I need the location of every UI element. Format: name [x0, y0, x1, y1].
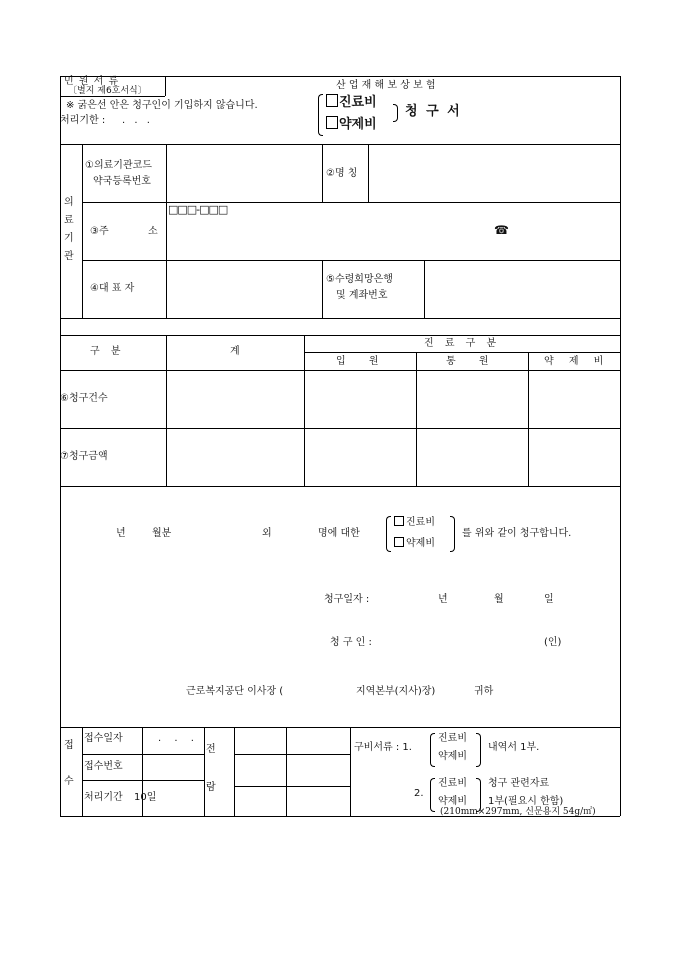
doc1-left-bracket [430, 733, 435, 767]
stmt-option-pharmacy-label: 약제비 [406, 538, 435, 549]
receipt-side-label-1: 접 [64, 740, 74, 751]
approval-row-line-2 [234, 786, 350, 787]
representative-input[interactable] [168, 262, 320, 316]
stmt-other: 외 [262, 528, 272, 539]
doc2-pharmacy: 약제비 [438, 796, 467, 807]
table-col1 [166, 335, 167, 486]
inst-section-char-2: 료 [64, 215, 74, 226]
inst-label-divider [166, 144, 167, 318]
doc1-pharmacy: 약제비 [438, 751, 467, 762]
medical-checkbox-icon[interactable] [326, 94, 338, 107]
pharmacy-checkbox-icon[interactable] [326, 116, 338, 129]
table-sub-header-line [304, 352, 620, 353]
table-col3 [416, 352, 417, 486]
shading-note: ※ 굵은선 안은 청구인이 기입하지 않습니다. [66, 100, 258, 111]
title-option-medical[interactable] [326, 94, 377, 110]
deadline-dots: . . . [122, 115, 153, 126]
table-top-line [60, 335, 620, 336]
inst-section-char-1: 의 [64, 197, 74, 208]
inst-bank-right [424, 260, 425, 318]
doc2-number: 2. [414, 788, 424, 799]
doc1-right-bracket [476, 733, 481, 767]
sub-outpatient-header: 통 원 [446, 356, 499, 367]
approval-label-1: 전 [206, 744, 216, 755]
doc-category-label: 민 원 서 류 [64, 76, 120, 87]
inst-bank-left [322, 260, 323, 318]
representative-label: ④대 표 자 [90, 283, 135, 294]
amount-total-cell[interactable] [168, 430, 302, 484]
form-border-left [60, 76, 61, 816]
postal-code-field[interactable]: □□□-□□□ [168, 203, 228, 216]
inst-section-char-4: 관 [64, 251, 74, 262]
sub-inpatient-header: 입 원 [336, 356, 389, 367]
address-label-2: 소 [148, 226, 158, 237]
claim-date-label: 청구일자 : [324, 594, 370, 605]
table-row1-bottom [60, 428, 620, 429]
doc2-description-1: 청구 관련자료 [488, 778, 550, 789]
receipt-date-label: 접수일자 [84, 733, 123, 744]
claim-date-year: 년 [438, 594, 448, 605]
stmt-claim-text: 를 위와 같이 청구합니다. [462, 528, 572, 539]
inst-row1-bottom [82, 202, 620, 203]
stmt-year: 년 [116, 528, 126, 539]
doc2-description-2: 1부(필요시 한함) [488, 796, 564, 807]
stmt-option-pharmacy[interactable] [394, 537, 435, 549]
approval-label-2: 람 [206, 782, 216, 793]
receipt-top-line [60, 727, 620, 728]
amount-outpatient-cell[interactable] [418, 430, 526, 484]
processing-period-value: 10일 [134, 792, 157, 803]
stmt-persons-for: 명에 대한 [318, 528, 360, 539]
stmt-option-medical-label: 진료비 [406, 517, 435, 528]
header-bottom-line [60, 144, 620, 145]
form-border-right [620, 76, 621, 816]
doc1-medical: 진료비 [438, 733, 467, 744]
inst-name-right [368, 144, 369, 202]
title-option-medical-label: 진료비 [339, 95, 377, 110]
form-border-top [60, 76, 620, 77]
seal-mark: (인) [544, 637, 562, 648]
receipt-side-label-2: 수 [64, 776, 74, 787]
stmt-left-bracket [386, 516, 391, 552]
col-category-header: 구 분 [90, 346, 125, 357]
stmt-medical-checkbox-icon[interactable] [394, 516, 404, 526]
count-total-cell[interactable] [168, 372, 302, 426]
receipt-side-divider [82, 727, 83, 816]
address-label: ③주 [90, 226, 109, 237]
amount-inpatient-cell[interactable] [306, 430, 414, 484]
doc2-medical: 진료비 [438, 778, 467, 789]
inst-row2-bottom [82, 260, 620, 261]
count-outpatient-cell[interactable] [418, 372, 526, 426]
claim-date-day: 일 [544, 594, 554, 605]
title-option-pharmacy-label: 약제비 [339, 117, 377, 132]
inst-section-label [64, 194, 78, 266]
required-docs-label: 구비서류 : 1. [354, 742, 412, 753]
table-col4 [528, 352, 529, 486]
count-inpatient-cell[interactable] [306, 372, 414, 426]
receipt-row2-bottom [82, 780, 204, 781]
insurance-name: 산 업 재 해 보 상 보 험 [336, 80, 436, 91]
sub-pharmacy-header: 약 제 비 [544, 356, 610, 367]
header-box-right [165, 76, 166, 96]
inst-code-input[interactable] [168, 146, 320, 200]
inst-name-left [322, 144, 323, 202]
receipt-row1-bottom [82, 754, 204, 755]
addressee-honorific: 귀하 [474, 686, 494, 697]
receipt-date-dots: . . . [158, 733, 199, 744]
doc1-description: 내역서 1부. [488, 742, 540, 753]
title-option-pharmacy[interactable] [326, 116, 377, 132]
inst-section-char-3: 기 [64, 233, 74, 244]
bank-account-input[interactable] [426, 262, 618, 316]
paper-spec: (210mm×297mm, 신문용지 54g/㎡) [440, 807, 596, 817]
inst-name-input[interactable] [370, 146, 618, 200]
stmt-option-medical[interactable] [394, 516, 435, 528]
bank-label: ⑤수령희망은행 [326, 274, 393, 285]
doc-title: 청 구 서 [405, 104, 462, 119]
deadline-label: 처리기한 : [60, 115, 106, 126]
stmt-pharmacy-checkbox-icon[interactable] [394, 537, 404, 547]
inst-section-divider [82, 144, 83, 318]
stmt-right-bracket [450, 516, 455, 552]
title-right-bracket [393, 104, 398, 122]
phone-icon: ☎ [494, 223, 509, 237]
count-pharmacy-cell[interactable] [530, 372, 618, 426]
col-treatment-header: 진 료 구 분 [424, 338, 501, 349]
processing-period-label: 처리기간 [84, 792, 123, 803]
form-number-label: 〔별지 제6호서식〕 [68, 86, 147, 96]
approval-row-line [234, 754, 350, 755]
receipt-number-label: 접수번호 [84, 761, 123, 772]
inst-code-label: ①의료기관코드 [85, 160, 152, 171]
approval-col-divider-2 [286, 727, 287, 816]
title-left-bracket [318, 94, 323, 136]
col-total-header: 계 [230, 346, 240, 357]
receipt-number-input[interactable] [144, 756, 202, 778]
inst-name-label: ②명 칭 [326, 168, 358, 179]
doc2-left-bracket [430, 778, 435, 812]
addressee-prefix: 근로복지공단 이사장 ( [186, 686, 284, 697]
table-bottom-line [60, 486, 620, 487]
inst-bottom-line [60, 318, 620, 319]
table-col2 [304, 335, 305, 486]
table-header-bottom [60, 370, 620, 371]
addressee-branch: 지역본부(지사)장) [356, 686, 436, 697]
claimant-label: 청 구 인 : [330, 637, 372, 648]
bank-account-label: 및 계좌번호 [336, 290, 388, 301]
approval-col-divider-1 [234, 727, 235, 816]
claim-count-label: ⑥청구건수 [60, 393, 108, 404]
claim-date-month: 월 [494, 594, 504, 605]
pharmacy-reg-label: 약국등록번호 [93, 176, 151, 187]
approval-col-divider-3 [350, 727, 351, 816]
claim-amount-label: ⑦청구금액 [60, 451, 108, 462]
amount-pharmacy-cell[interactable] [530, 430, 618, 484]
stmt-month-portion: 월분 [152, 528, 172, 539]
receipt-value-divider [204, 727, 205, 816]
